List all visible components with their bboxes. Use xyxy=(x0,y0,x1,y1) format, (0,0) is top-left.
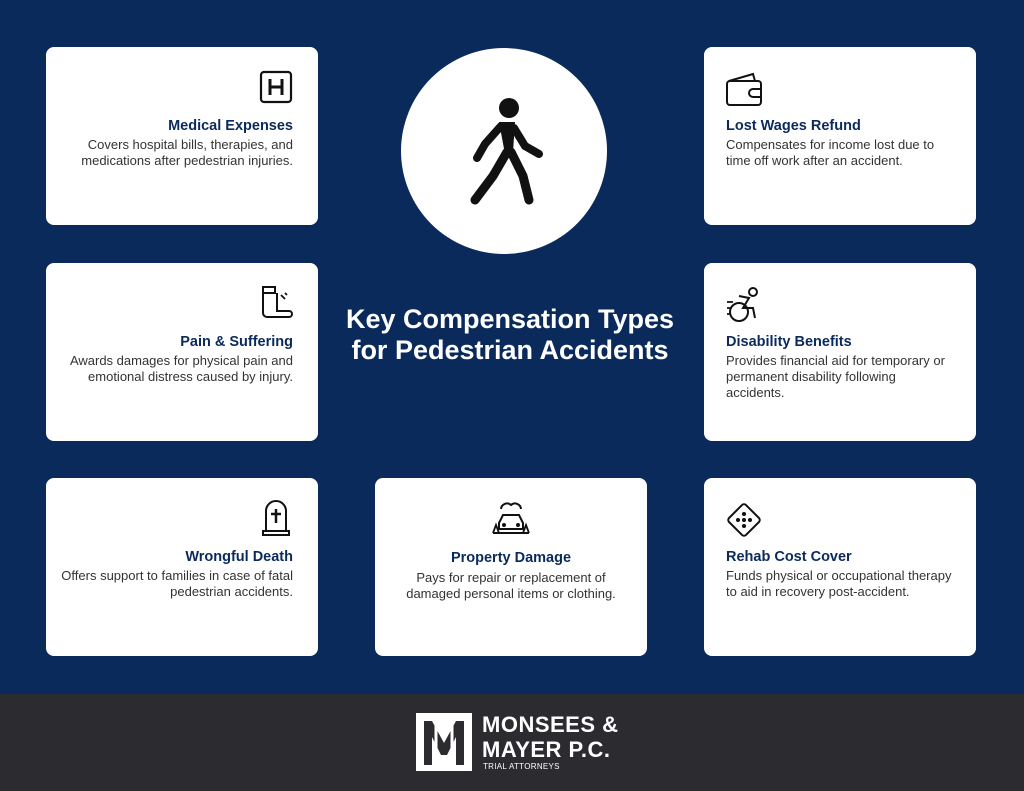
gravestone-icon xyxy=(256,498,296,538)
card-title: Rehab Cost Cover xyxy=(726,549,852,565)
card-wrongful-death xyxy=(46,478,318,656)
firm-name: MONSEES & MAYER P.C. xyxy=(482,712,619,762)
card-title: Wrongful Death xyxy=(185,549,293,565)
page-title: Key Compensation Types for Pedestrian Accidents xyxy=(345,304,675,365)
card-title: Disability Benefits xyxy=(726,334,852,350)
card-description: Pays for repair or replacement of damaged personal items or clothing. xyxy=(406,570,616,601)
card-rehab-cost-cover xyxy=(704,478,976,656)
logo-icon xyxy=(416,713,472,771)
card-description: Provides financial aid for temporary or permanent disability following accidents. xyxy=(726,353,945,400)
card-title: Lost Wages Refund xyxy=(726,118,861,134)
card-title: Property Damage xyxy=(450,550,572,566)
card-disability-benefits xyxy=(704,263,976,441)
card-property-damage xyxy=(375,478,647,656)
card-pain-suffering xyxy=(46,263,318,441)
card-description: Compensates for income lost due to time off work after an accident. xyxy=(726,137,935,168)
leg-cast-icon xyxy=(256,283,296,323)
wheelchair-icon xyxy=(724,285,764,325)
card-lost-wages xyxy=(704,47,976,225)
car-crash-icon xyxy=(491,498,531,538)
card-description: Offers support to families in case of fatal pedestrian accidents. xyxy=(61,568,293,599)
wallet-icon xyxy=(724,69,764,109)
firm-tagline: TRIAL ATTORNEYS xyxy=(483,762,560,771)
hero-circle xyxy=(401,48,607,254)
card-description: Funds physical or occupational therapy to aid in recovery post-accident. xyxy=(726,568,952,599)
card-title: Medical Expenses xyxy=(168,118,293,134)
card-description: Awards damages for physical pain and emotional distress caused by injury. xyxy=(69,353,293,384)
card-medical-expenses xyxy=(46,47,318,225)
hospital-icon xyxy=(256,67,296,107)
card-title: Pain & Suffering xyxy=(180,334,293,350)
pedestrian-walking-icon xyxy=(459,96,549,206)
card-description: Covers hospital bills, therapies, and medications after pedestrian injuries. xyxy=(81,137,293,168)
rehab-dice-icon xyxy=(724,500,764,540)
